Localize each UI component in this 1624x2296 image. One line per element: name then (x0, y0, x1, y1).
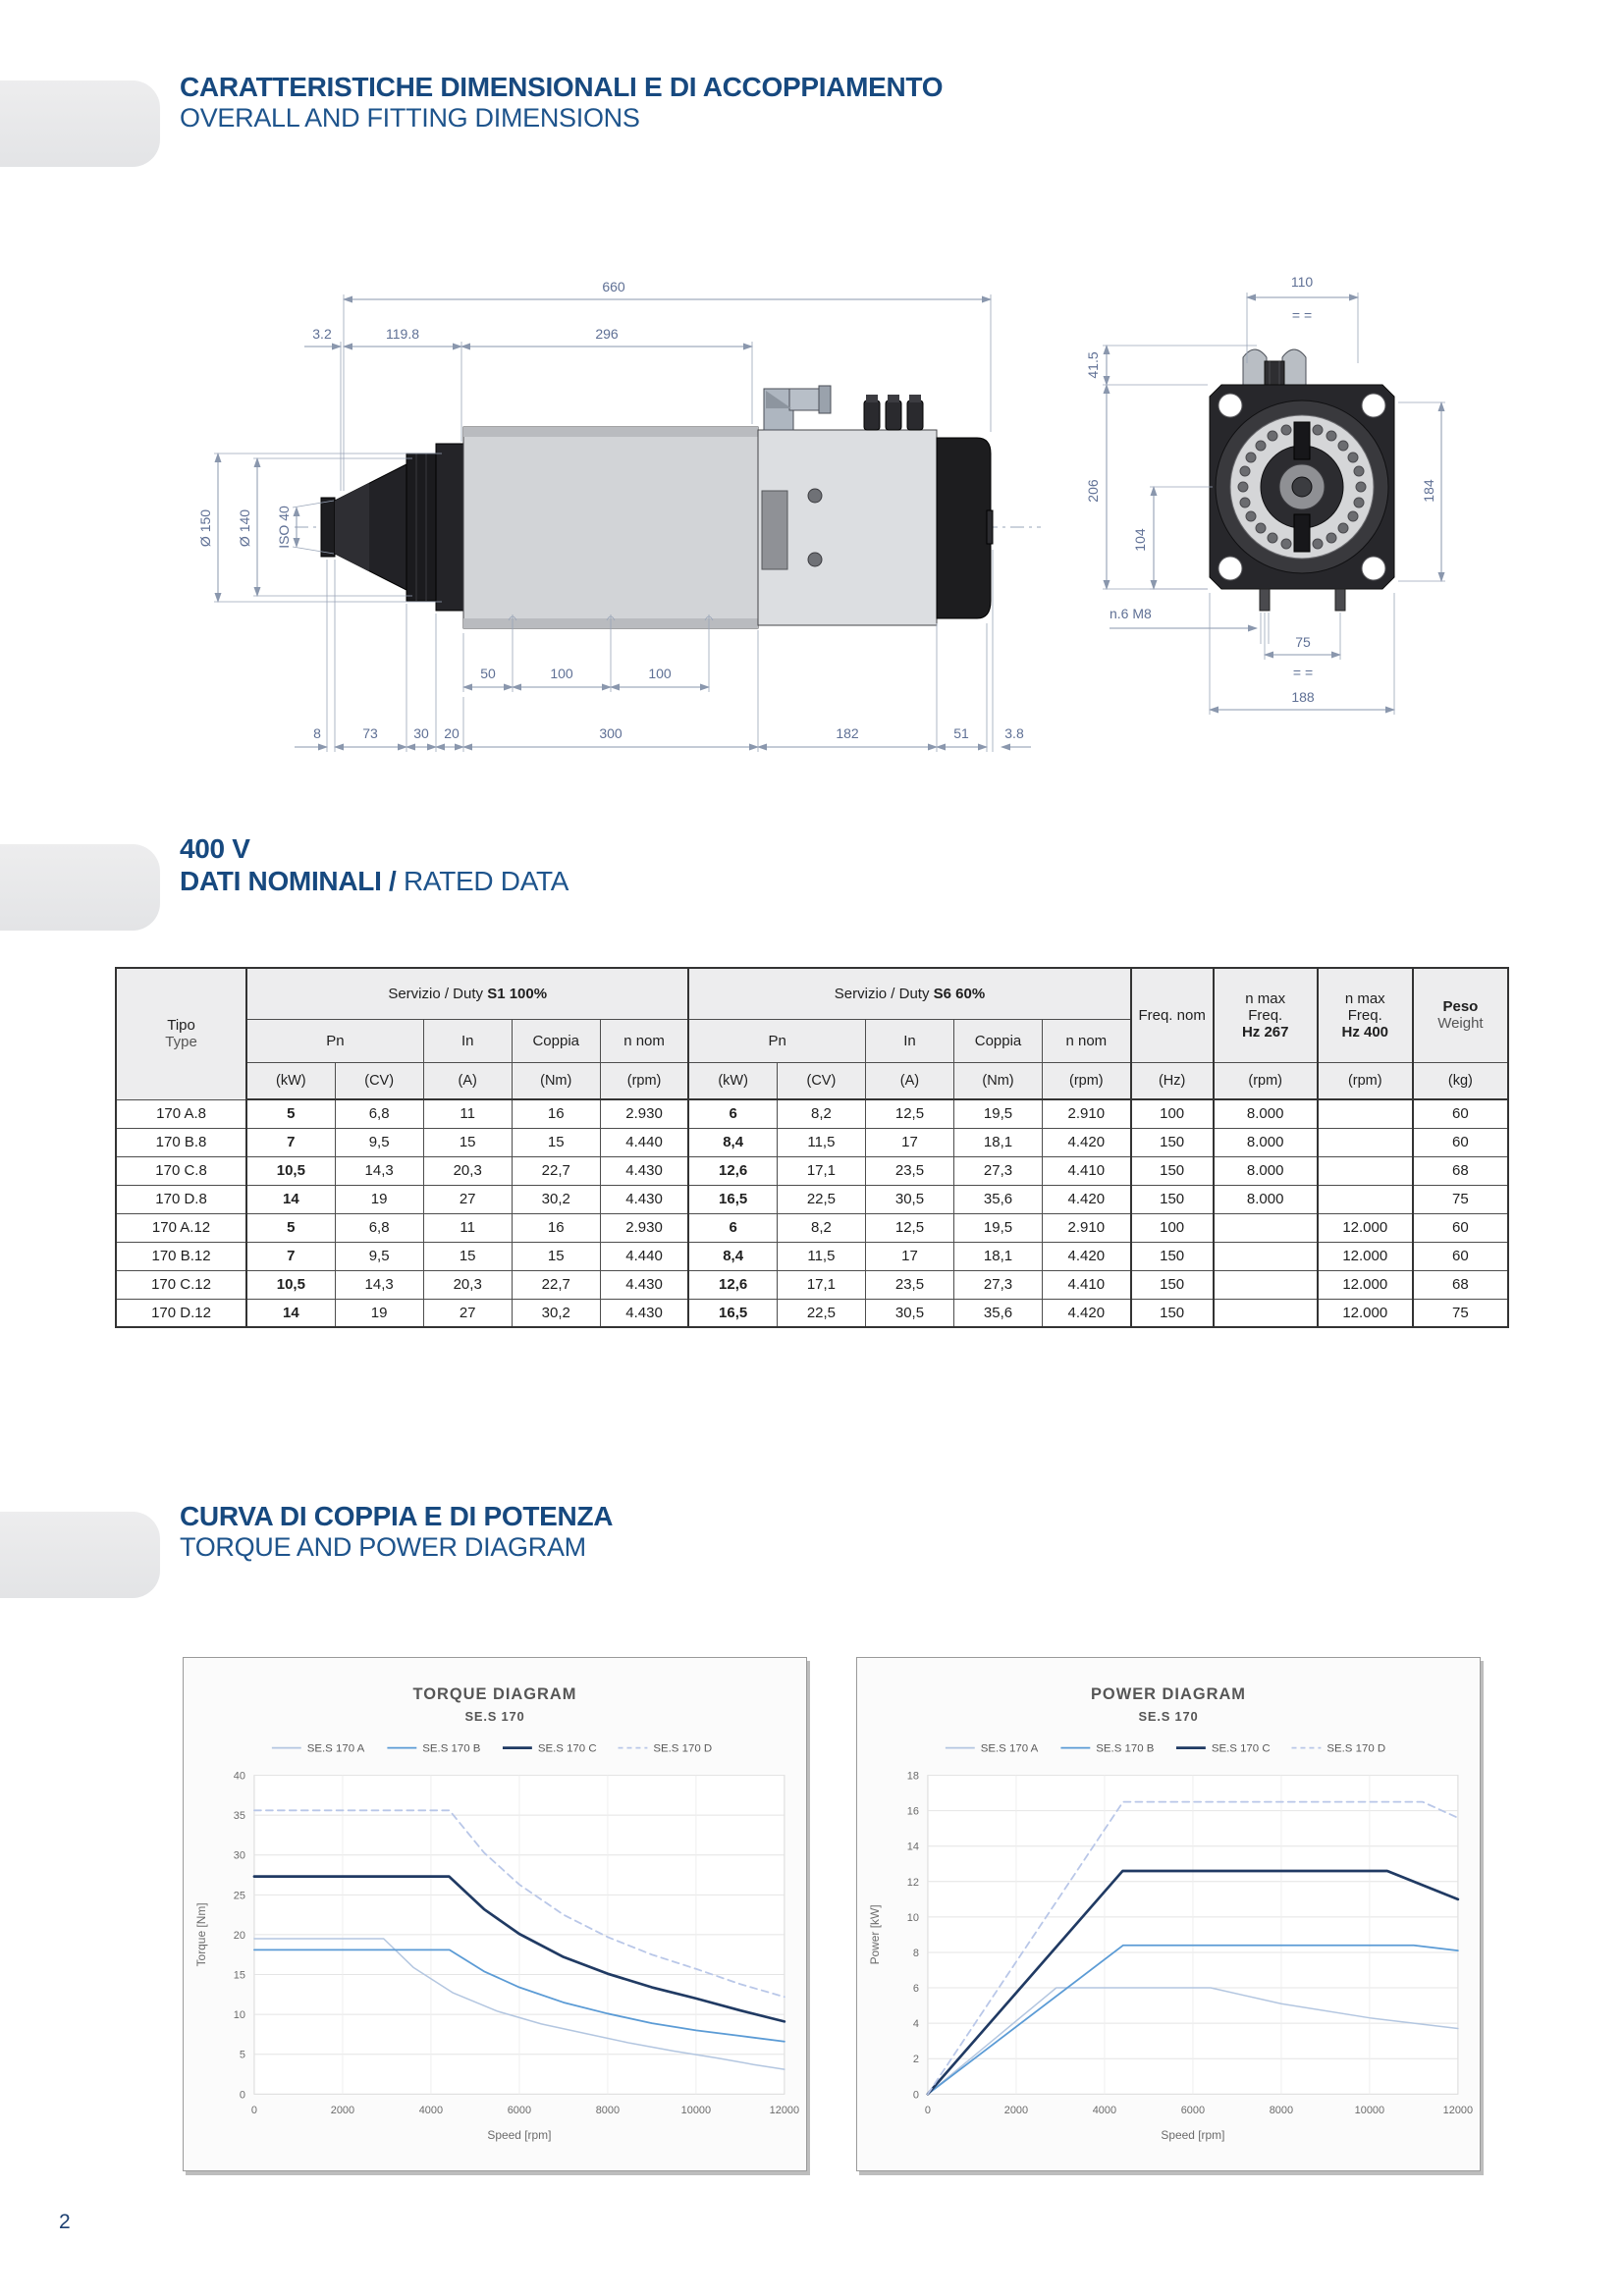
svg-text:184: 184 (1421, 479, 1436, 503)
col-header-freq: Freq. nom (1131, 968, 1214, 1062)
y-tick-label: 18 (906, 1770, 919, 1783)
table-cell: 100 (1131, 1213, 1214, 1242)
unit-cell: (A) (423, 1062, 512, 1099)
table-cell: 60 (1413, 1242, 1508, 1270)
table-cell: 11 (423, 1099, 512, 1128)
table-cell (1214, 1213, 1318, 1242)
table-cell: 11,5 (777, 1242, 865, 1270)
section1-title-en: OVERALL AND FITTING DIMENSIONS (180, 103, 640, 133)
unit-cell: (A) (865, 1062, 953, 1099)
table-cell: 8,4 (688, 1242, 777, 1270)
svg-text:Ø 150: Ø 150 (197, 508, 213, 548)
svg-text:100: 100 (648, 666, 672, 681)
table-cell: 17,1 (777, 1156, 865, 1185)
unit-cell: (kg) (1413, 1062, 1508, 1099)
table-cell: 2.930 (600, 1099, 688, 1128)
table-cell: 12.000 (1318, 1270, 1413, 1299)
section-tab-3 (0, 1512, 160, 1598)
sub-header-pn-s6: Pn (688, 1019, 865, 1062)
rated-data-table (115, 967, 1509, 1328)
x-tick-label: 10000 (680, 2105, 712, 2117)
table-cell: 16,5 (688, 1299, 777, 1327)
table-cell: 17,1 (777, 1270, 865, 1299)
table-cell: 4.420 (1043, 1242, 1131, 1270)
section3-title-it: CURVA DI COPPIA E DI POTENZA (180, 1501, 614, 1531)
svg-text:104: 104 (1132, 528, 1148, 552)
table-cell: 19,5 (953, 1213, 1042, 1242)
torque-diagram (184, 1658, 806, 2170)
y-tick-label: 40 (233, 1770, 245, 1783)
table-cell: 16,5 (688, 1185, 777, 1213)
x-tick-label: 2000 (1003, 2105, 1029, 2117)
y-tick-label: 2 (912, 2054, 919, 2066)
table-cell: 5 (246, 1213, 335, 1242)
svg-text:51: 51 (953, 725, 969, 741)
table-cell: 6 (688, 1213, 777, 1242)
sub-header-pn-s1: Pn (246, 1019, 423, 1062)
table-cell: 15 (423, 1242, 512, 1270)
table-cell (1318, 1099, 1413, 1128)
unit-cell: (Nm) (512, 1062, 600, 1099)
y-tick-label: 0 (912, 2089, 919, 2102)
table-cell: 11 (423, 1213, 512, 1242)
table-cell (1214, 1299, 1318, 1327)
svg-text:182: 182 (836, 725, 859, 741)
unit-cell: (rpm) (1318, 1062, 1413, 1099)
section-tab-1 (0, 80, 160, 167)
table-cell: 4.430 (600, 1185, 688, 1213)
table-cell: 2.930 (600, 1213, 688, 1242)
table-cell: 4.420 (1043, 1299, 1131, 1327)
table-cell: 4.440 (600, 1242, 688, 1270)
table-cell (1318, 1185, 1413, 1213)
dim-41-5 (1085, 346, 1257, 385)
table-cell: 6 (688, 1099, 777, 1128)
legend-label: SE.S 170 D (653, 1742, 713, 1755)
voltage-label: 400 V (180, 833, 250, 864)
table-cell (1318, 1128, 1413, 1156)
x-tick-label: 4000 (418, 2105, 444, 2117)
table-cell: 75 (1413, 1299, 1508, 1327)
table-cell: 14 (246, 1185, 335, 1213)
x-tick-label: 8000 (595, 2105, 621, 2117)
spindle-front-body (1210, 349, 1394, 611)
x-tick-label: 8000 (1269, 2105, 1294, 2117)
table-cell: 22,7 (512, 1156, 600, 1185)
svg-text:73: 73 (362, 725, 378, 741)
y-axis-label: Torque [Nm] (194, 1902, 209, 1967)
y-tick-label: 15 (233, 1969, 245, 1982)
table-cell: 170 A.8 (116, 1099, 246, 1128)
x-tick-label: 6000 (507, 2105, 532, 2117)
svg-text:ISO 40: ISO 40 (276, 506, 292, 549)
table-cell: 12,5 (865, 1213, 953, 1242)
table-cell: 10,5 (246, 1270, 335, 1299)
power-diagram (857, 1658, 1480, 2170)
table-body (116, 1099, 1508, 1327)
table-cell: 30,5 (865, 1185, 953, 1213)
x-tick-label: 6000 (1180, 2105, 1206, 2117)
table-row (116, 1185, 1508, 1213)
table-cell (1214, 1242, 1318, 1270)
table-cell: 14,3 (335, 1156, 423, 1185)
table-cell: 12,6 (688, 1156, 777, 1185)
table-cell: 16 (512, 1099, 600, 1128)
y-tick-label: 8 (912, 1947, 919, 1959)
svg-text:296: 296 (595, 326, 619, 342)
label-n6-m8 (1110, 606, 1269, 644)
svg-text:30: 30 (413, 725, 429, 741)
x-axis-label: Speed [rpm] (487, 2128, 552, 2143)
y-tick-label: 4 (912, 2018, 919, 2031)
table-cell: 15 (423, 1128, 512, 1156)
svg-text:50: 50 (480, 666, 496, 681)
table-cell: 150 (1131, 1156, 1214, 1185)
group-header-s1: Servizio / Duty S1 100% (246, 968, 688, 1019)
chart-title: TORQUE DIAGRAM (412, 1684, 577, 1703)
unit-cell: (rpm) (1043, 1062, 1131, 1099)
y-axis-label: Power [kW] (868, 1904, 883, 1965)
table-cell: 6,8 (335, 1099, 423, 1128)
legend-label: SE.S 170 D (1326, 1742, 1386, 1755)
svg-text:3.8: 3.8 (1004, 725, 1024, 741)
dim-110 (1247, 274, 1358, 363)
table-cell: 7 (246, 1128, 335, 1156)
col-header-peso: Peso Weight (1413, 968, 1508, 1062)
legend-label: SE.S 170 A (980, 1742, 1039, 1755)
svg-text:660: 660 (602, 279, 625, 294)
front-view-drawing (1060, 177, 1610, 756)
table-cell: 150 (1131, 1242, 1214, 1270)
x-tick-label: 12000 (769, 2105, 800, 2117)
table-row (116, 1270, 1508, 1299)
power-diagram-panel (856, 1657, 1481, 2171)
table-cell: 4.420 (1043, 1185, 1131, 1213)
unit-cell: (rpm) (1214, 1062, 1318, 1099)
unit-cell: (CV) (777, 1062, 865, 1099)
table-cell: 14 (246, 1299, 335, 1327)
section2-title-en: RATED DATA (404, 866, 569, 897)
table-cell: 20,3 (423, 1270, 512, 1299)
svg-text:188: 188 (1291, 689, 1315, 705)
table-cell: 19 (335, 1299, 423, 1327)
table-cell: 12,5 (865, 1099, 953, 1128)
page-number: 2 (59, 2211, 71, 2233)
sub-header-nnom-s1: n nom (600, 1019, 688, 1062)
svg-text:n.6 M8: n.6 M8 (1110, 606, 1152, 621)
table-cell: 18,1 (953, 1128, 1042, 1156)
y-tick-label: 20 (233, 1929, 245, 1942)
svg-text:Ø 140: Ø 140 (237, 508, 252, 548)
y-tick-label: 16 (906, 1805, 919, 1818)
group-header-s6: Servizio / Duty S6 60% (688, 968, 1130, 1019)
col-header-nmax267: n max Freq. Hz 267 (1214, 968, 1318, 1062)
table-cell: 35,6 (953, 1185, 1042, 1213)
chart-subtitle: SE.S 170 (1138, 1708, 1199, 1724)
svg-text:= =: = = (1291, 307, 1313, 323)
table-cell: 12,6 (688, 1270, 777, 1299)
table-cell: 27 (423, 1299, 512, 1327)
table-cell: 20,3 (423, 1156, 512, 1185)
table-cell: 15 (512, 1128, 600, 1156)
y-tick-label: 10 (233, 2009, 245, 2022)
x-tick-label: 10000 (1354, 2105, 1385, 2117)
side-view-drawing (177, 196, 1168, 785)
table-cell: 4.430 (600, 1270, 688, 1299)
table-cell: 17 (865, 1128, 953, 1156)
svg-text:100: 100 (550, 666, 573, 681)
unit-cell: (Nm) (953, 1062, 1042, 1099)
table-cell: 4.410 (1043, 1270, 1131, 1299)
table-cell: 35,6 (953, 1299, 1042, 1327)
table-cell: 8,2 (777, 1099, 865, 1128)
y-tick-label: 12 (906, 1876, 919, 1889)
table-row (116, 1156, 1508, 1185)
svg-text:3.2: 3.2 (312, 326, 332, 342)
table-cell (1318, 1156, 1413, 1185)
table-cell: 22,5 (777, 1299, 865, 1327)
sub-header-coppia-s1: Coppia (512, 1019, 600, 1062)
table-cell: 19,5 (953, 1099, 1042, 1128)
col-header-nmax400: n max Freq. Hz 400 (1318, 968, 1413, 1062)
unit-cell: (CV) (335, 1062, 423, 1099)
y-tick-label: 0 (239, 2089, 245, 2102)
table-cell: 8.000 (1214, 1156, 1318, 1185)
table-cell: 30,2 (512, 1299, 600, 1327)
svg-text:= =: = = (1292, 665, 1314, 680)
svg-text:41.5: 41.5 (1085, 351, 1101, 379)
table-cell: 23,5 (865, 1270, 953, 1299)
y-tick-label: 35 (233, 1810, 245, 1823)
table-cell: 16 (512, 1213, 600, 1242)
section1-title-it: CARATTERISTICHE DIMENSIONALI E DI ACCOPPIAMENTO (180, 72, 944, 102)
table-cell: 4.440 (600, 1128, 688, 1156)
table-cell: 170 B.12 (116, 1242, 246, 1270)
table-row (116, 1213, 1508, 1242)
table-cell: 30,5 (865, 1299, 953, 1327)
table-cell: 5 (246, 1099, 335, 1128)
units-row (116, 1062, 1508, 1099)
svg-text:75: 75 (1295, 634, 1311, 650)
table-cell: 27 (423, 1185, 512, 1213)
table-cell: 2.910 (1043, 1213, 1131, 1242)
table-cell: 150 (1131, 1299, 1214, 1327)
table-cell: 22,7 (512, 1270, 600, 1299)
table-cell: 12.000 (1318, 1242, 1413, 1270)
table-cell: 170 B.8 (116, 1128, 246, 1156)
table-cell: 4.430 (600, 1156, 688, 1185)
cable-glands (864, 395, 923, 430)
table-cell: 170 C.8 (116, 1156, 246, 1185)
section2-title-it: DATI NOMINALI / (180, 866, 404, 897)
table-cell: 170 D.12 (116, 1299, 246, 1327)
svg-text:206: 206 (1085, 479, 1101, 503)
torque-diagram-panel (183, 1657, 807, 2171)
table-cell: 11,5 (777, 1128, 865, 1156)
cable-elbow-connector (764, 386, 831, 430)
table-cell: 4.420 (1043, 1128, 1131, 1156)
table-cell: 6,8 (335, 1213, 423, 1242)
table-cell: 27,3 (953, 1270, 1042, 1299)
table-cell: 12.000 (1318, 1299, 1413, 1327)
dim-188 (1210, 593, 1394, 715)
table-cell: 60 (1413, 1128, 1508, 1156)
section-tab-2 (0, 844, 160, 931)
table-cell: 23,5 (865, 1156, 953, 1185)
table-cell: 14,3 (335, 1270, 423, 1299)
unit-cell: (kW) (246, 1062, 335, 1099)
x-tick-label: 4000 (1092, 2105, 1117, 2117)
table-cell: 8.000 (1214, 1099, 1318, 1128)
table-row (116, 1299, 1508, 1327)
table-cell: 9,5 (335, 1242, 423, 1270)
table-cell: 150 (1131, 1185, 1214, 1213)
table-cell: 18,1 (953, 1242, 1042, 1270)
y-tick-label: 30 (233, 1849, 245, 1862)
y-tick-label: 25 (233, 1890, 245, 1902)
table-cell: 68 (1413, 1156, 1508, 1185)
table-cell: 30,2 (512, 1185, 600, 1213)
unit-cell: (Hz) (1131, 1062, 1214, 1099)
y-tick-label: 5 (239, 2049, 245, 2061)
table-cell: 170 A.12 (116, 1213, 246, 1242)
table-cell: 68 (1413, 1270, 1508, 1299)
sub-header-coppia-s6: Coppia (953, 1019, 1042, 1062)
sub-header-in-s1: In (423, 1019, 512, 1062)
table-cell: 100 (1131, 1099, 1214, 1128)
y-tick-label: 14 (906, 1841, 919, 1853)
table-cell: 19 (335, 1185, 423, 1213)
table-cell: 12.000 (1318, 1213, 1413, 1242)
svg-text:119.8: 119.8 (386, 326, 419, 342)
legend-label: SE.S 170 C (537, 1742, 597, 1755)
dim-75 (1265, 613, 1340, 680)
table-cell: 60 (1413, 1213, 1508, 1242)
legend-label: SE.S 170 B (422, 1742, 481, 1755)
svg-text:110: 110 (1290, 274, 1314, 290)
table-row (116, 1099, 1508, 1128)
table-cell: 170 C.12 (116, 1270, 246, 1299)
chart-subtitle: SE.S 170 (464, 1708, 525, 1724)
sub-header-nnom-s6: n nom (1043, 1019, 1131, 1062)
y-tick-label: 10 (906, 1911, 919, 1924)
y-tick-label: 6 (912, 1983, 919, 1996)
dim-184 (1398, 402, 1445, 581)
table-cell: 60 (1413, 1099, 1508, 1128)
x-tick-label: 12000 (1442, 2105, 1474, 2117)
table-row (116, 1128, 1508, 1156)
table-cell: 10,5 (246, 1156, 335, 1185)
legend-label: SE.S 170 C (1211, 1742, 1271, 1755)
table-cell: 75 (1413, 1185, 1508, 1213)
dim-mounting (463, 628, 709, 692)
table-cell: 4.410 (1043, 1156, 1131, 1185)
svg-text:20: 20 (444, 725, 460, 741)
table-cell: 2.910 (1043, 1099, 1131, 1128)
table-cell: 15 (512, 1242, 600, 1270)
table-cell: 17 (865, 1242, 953, 1270)
table-cell: 7 (246, 1242, 335, 1270)
table-cell: 9,5 (335, 1128, 423, 1156)
chart-title: POWER DIAGRAM (1090, 1684, 1247, 1703)
x-tick-label: 2000 (330, 2105, 355, 2117)
dim-104 (1132, 487, 1213, 589)
x-tick-label: 0 (250, 2105, 257, 2117)
section1-title (180, 71, 943, 134)
section2-title (180, 832, 568, 897)
legend-label: SE.S 170 B (1096, 1742, 1155, 1755)
section3-title-en: TORQUE AND POWER DIAGRAM (180, 1532, 586, 1563)
sub-header-in-s6: In (865, 1019, 953, 1062)
table-cell: 170 D.8 (116, 1185, 246, 1213)
section3-title (180, 1500, 613, 1564)
spindle-side-body (321, 386, 993, 628)
table-cell: 27,3 (953, 1156, 1042, 1185)
table-cell: 4.430 (600, 1299, 688, 1327)
unit-cell: (kW) (688, 1062, 777, 1099)
table-cell: 8,2 (777, 1213, 865, 1242)
svg-text:300: 300 (599, 725, 623, 741)
col-header-tipo: Tipo Type (116, 968, 246, 1099)
table-cell: 150 (1131, 1128, 1214, 1156)
svg-text:8: 8 (313, 725, 321, 741)
table-cell (1214, 1270, 1318, 1299)
table-cell: 8,4 (688, 1128, 777, 1156)
table-cell: 22,5 (777, 1185, 865, 1213)
x-tick-label: 0 (924, 2105, 931, 2117)
table-row (116, 1242, 1508, 1270)
table-cell: 8.000 (1214, 1185, 1318, 1213)
x-axis-label: Speed [rpm] (1161, 2128, 1225, 2143)
table-cell: 8.000 (1214, 1128, 1318, 1156)
unit-cell: (rpm) (600, 1062, 688, 1099)
table-cell: 150 (1131, 1270, 1214, 1299)
legend-label: SE.S 170 A (306, 1742, 365, 1755)
